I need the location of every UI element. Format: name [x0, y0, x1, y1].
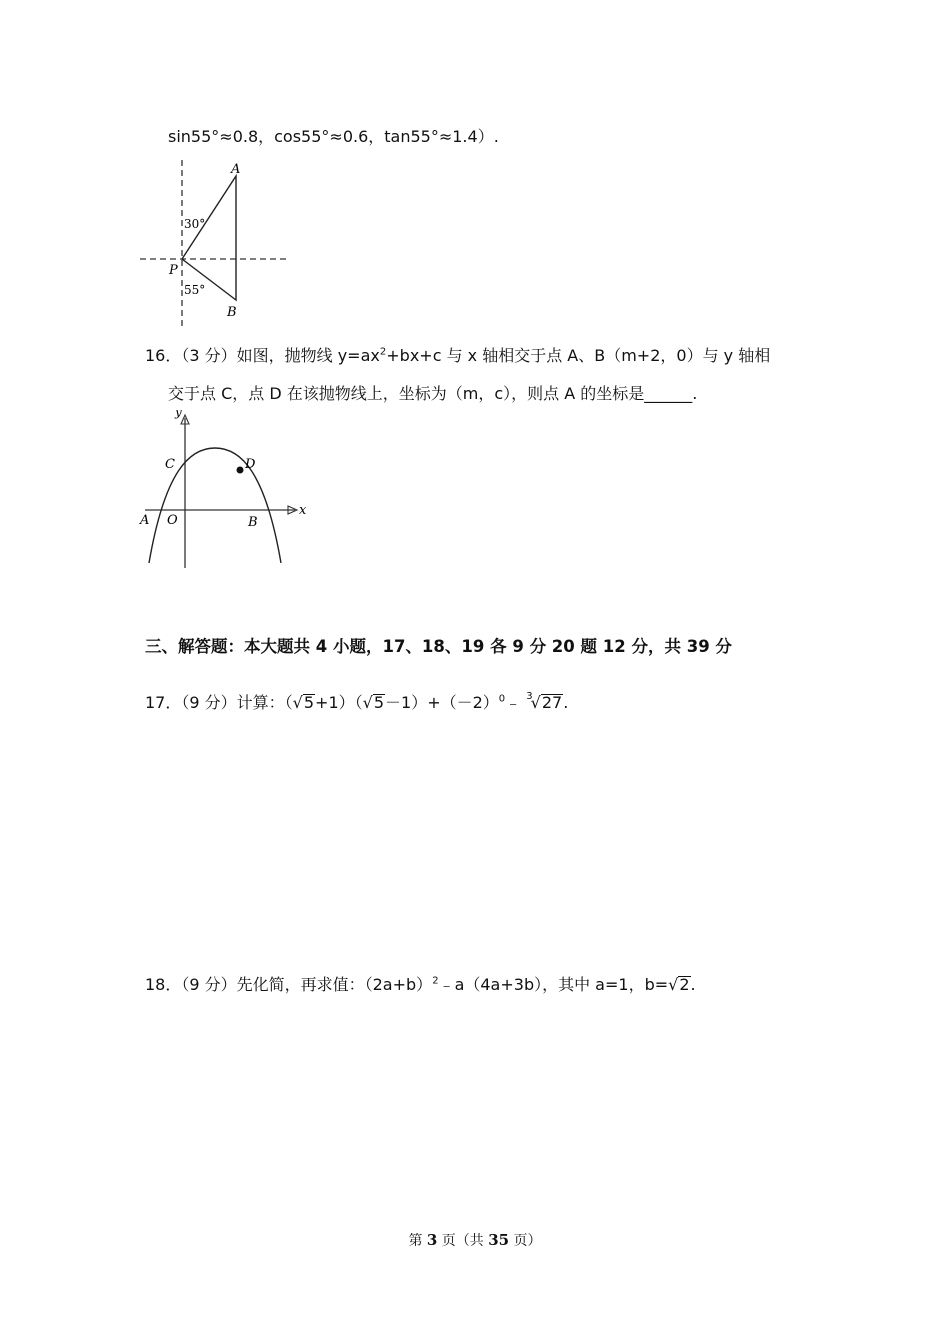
angle-30-label: 30°	[184, 217, 206, 231]
label-p: P	[169, 263, 178, 278]
label-b: B	[227, 305, 237, 320]
figure-triangle-bearing	[135, 158, 295, 328]
q18-line: 18．（9 分）先化简，再求值：$(2a+b)^2﹣a(4a+3b)$，其中 a=1，b=√2.	[145, 975, 696, 994]
label-x: x	[299, 503, 307, 518]
label-y: y	[175, 410, 182, 419]
sqrt-5: 5	[373, 693, 385, 712]
section-3-heading: 三、解答题：本大题共 4 小题，17、18、19 各 9 分 20 题 12 分，共 39 分	[145, 637, 732, 656]
sqrt-5: 5	[303, 693, 315, 712]
label-c: C	[165, 457, 175, 472]
point-d	[237, 467, 244, 474]
label-a: A	[231, 162, 241, 177]
current-page: 3	[426, 1231, 438, 1249]
cube-root-27: 27	[541, 693, 563, 712]
figure-parabola	[135, 410, 315, 575]
sqrt-2: 2	[679, 975, 690, 994]
cube-root-index: 3	[526, 691, 533, 702]
label-a: A	[140, 513, 150, 528]
q15-tail-text: sin55°≈0.8，cos55°≈0.6，tan55°≈1.4）.	[168, 127, 499, 146]
triangle-pab	[182, 176, 236, 300]
angle-55-label: 55°	[184, 283, 206, 297]
label-b: B	[248, 515, 258, 530]
label-o: O	[167, 513, 178, 528]
q16-line1: 16．（3 分）如图，抛物线 $y=ax^2+bx+c$ 与 x 轴相交于点 A、B（m+2，0）与 y 轴相	[145, 346, 771, 365]
page-footer: 第 3 页（共 35 页）	[408, 1231, 542, 1249]
q17-line: 17．（9 分）计算：$(√5+1)(√5-1)+(-2)^0﹣$ $^3$√27.	[145, 691, 569, 712]
total-pages: 35	[488, 1231, 510, 1249]
q16-line2: 交于点 C，点 D 在该抛物线上，坐标为（m，c），则点 A 的坐标是______.	[168, 384, 698, 403]
label-d: D	[245, 457, 256, 472]
